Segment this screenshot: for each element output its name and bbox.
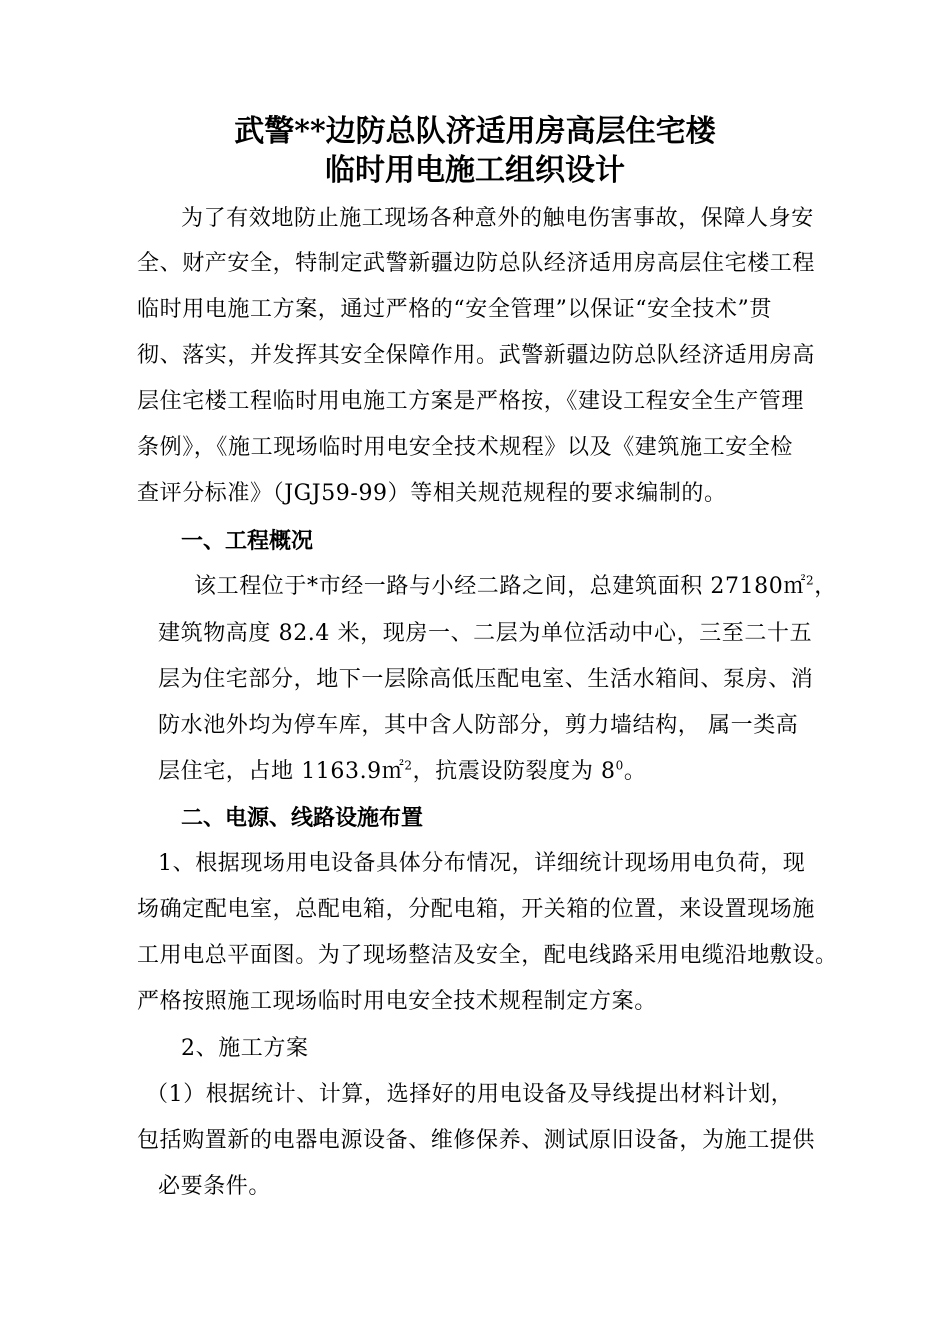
overview-text: ，: [814, 574, 837, 599]
intro-line: 彻、落实，并发挥其安全保障作用。武警新疆边防总队经济适用房高: [137, 343, 816, 368]
overview-text: 层住宅，占地 1163.9㎡: [158, 759, 405, 784]
subsection-heading-plan: 2、施工方案: [181, 1036, 309, 1061]
overview-line: [194, 572, 837, 602]
intro-line: 为了有效地防止施工现场各种意外的触电伤害事故，保障人身安: [181, 206, 814, 231]
power-line: 工用电总平面图。为了现场整洁及安全，配电线路采用电缆沿地敷设。: [137, 943, 838, 968]
overview-text: 。: [623, 759, 647, 784]
superscript: 0: [615, 758, 624, 773]
plan-line: （1）根据统计、计算，选择好的用电设备及导线提出材料计划，: [146, 1082, 794, 1107]
power-line: 1、根据现场用电设备具体分布情况，详细统计现场用电负荷，现: [158, 851, 806, 876]
document-title-line-2: 临时用电施工组织设计: [325, 153, 625, 188]
overview-line: 建筑物高度 82.4 米，现房一、二层为单位活动中心，三至二十五: [158, 621, 813, 646]
superscript: 2: [805, 573, 815, 588]
document-title-line-1: 武警**边防总队济适用房高层住宅楼: [234, 114, 716, 149]
intro-line: 层住宅楼工程临时用电施工方案是严格按，《建设工程安全生产管理: [137, 389, 805, 414]
overview-line: 防水池外均为停车库，其中含人防部分，剪力墙结构， 属一类高: [158, 713, 799, 738]
section-heading-overview: 一、工程概况: [181, 528, 314, 554]
power-line: 场确定配电室，总配电箱，分配电箱，开关箱的位置，来设置现场施: [137, 897, 816, 922]
superscript: 2: [404, 758, 413, 773]
section-heading-power: 二、电源、线路设施布置: [181, 805, 424, 831]
overview-text: 该工程位于*市经一路与小经二路之间，总建筑面积 27180㎡: [194, 574, 806, 599]
intro-line: 查评分标准》（JGJ59-99）等相关规范规程的要求编制的。: [137, 481, 727, 506]
intro-line: 临时用电施工方案，通过严格的“安全管理”以保证“安全技术”贯: [137, 297, 772, 322]
overview-line: 层为住宅部分，地下一层除高低压配电室、生活水箱间、泵房、消: [158, 667, 814, 692]
overview-line: [158, 757, 646, 787]
intro-line: 条例》，《施工现场临时用电安全技术规程》以及《建筑施工安全检: [137, 435, 794, 460]
plan-line: 包括购置新的电器电源设备、维修保养、测试原旧设备，为施工提供: [137, 1128, 816, 1153]
power-line: 严格按照施工现场临时用电安全技术规程制定方案。: [137, 989, 657, 1014]
intro-line: 全、财产安全，特制定武警新疆边防总队经济适用房高层住宅楼工程: [137, 251, 816, 276]
overview-text: ，抗震设防裂度为 8: [412, 759, 616, 784]
plan-line: 必要条件。: [158, 1174, 272, 1199]
